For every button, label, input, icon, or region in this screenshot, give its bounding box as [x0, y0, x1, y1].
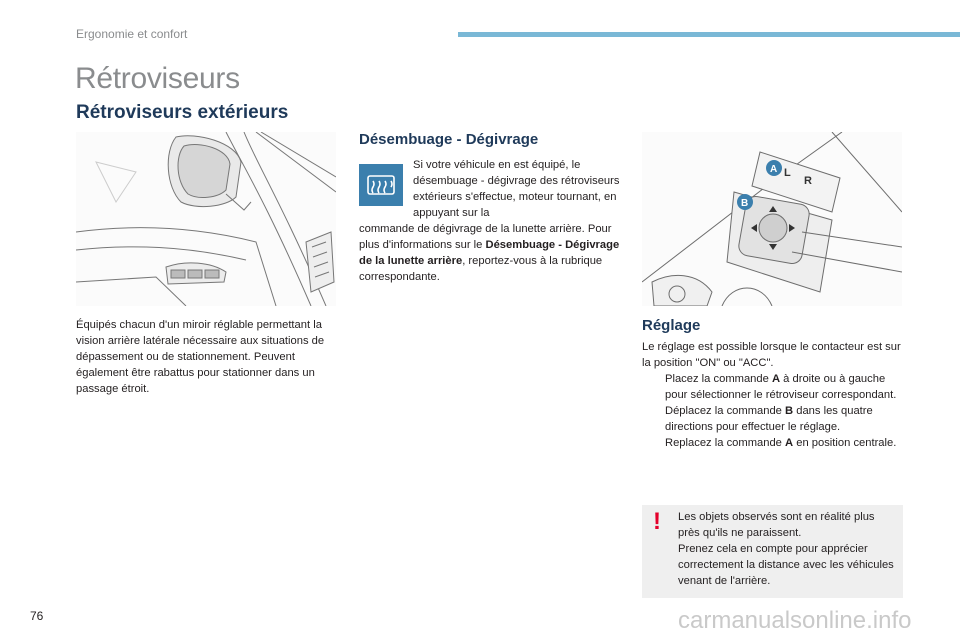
step-text: en position centrale.: [793, 437, 897, 449]
step-text: Déplacez la commande: [665, 405, 786, 417]
callout-a: A: [770, 164, 778, 175]
defrost-heading: Désembuage - Dégivrage: [359, 131, 539, 148]
warning-line-1: Les objets observés sont en réalité plus près qu'ils ne paraissent.: [678, 511, 875, 539]
callout-b: B: [741, 198, 749, 209]
mirror-illustration: [76, 132, 336, 306]
rear-defrost-icon: [359, 164, 403, 206]
adjustment-intro: Le réglage est possible lorsque le contacteur est sur la position "ON" ou "ACC".: [642, 341, 901, 369]
warning-line-2: Prenez cela en compte pour apprécier correctement la distance avec les véhicules venant de l'arrière.: [678, 543, 894, 587]
defrost-text-1: Si votre véhicule en est équipé, le désembuage - dégivrage des rétroviseurs extérieurs s'effectue, moteur tournant, en appuyant sur la: [413, 159, 620, 219]
watermark: carmanualsonline.info: [678, 607, 912, 634]
step-key: A: [785, 437, 794, 449]
step-text: dans les quatre directions pour effectuer le réglage.: [665, 405, 873, 433]
adjustment-step: [642, 371, 904, 403]
adjustment-text: [642, 339, 904, 451]
step-key: A: [771, 373, 781, 385]
control-label-l: L: [784, 167, 791, 179]
defrost-text-2: [359, 221, 621, 285]
warning-icon: !: [653, 508, 661, 535]
step-text: Placez la commande: [665, 373, 772, 385]
header-accent-bar: [458, 32, 960, 37]
adjustment-heading: Réglage: [642, 317, 701, 334]
step-text: à droite ou à gauche pour sélectionner le rétroviseur correspondant.: [665, 373, 897, 401]
defrost-text-2-start: commande de dégivrage de la lunette arrière. Pour plus d'informations sur le: [359, 223, 612, 251]
adjustment-step: [642, 403, 904, 435]
step-text: Replacez la commande: [665, 437, 786, 449]
section-subtitle: Rétroviseurs extérieurs: [76, 102, 289, 123]
adjustment-step: [642, 435, 904, 451]
step-key: B: [785, 405, 794, 417]
intro-paragraph: Équipés chacun d'un miroir réglable permettant la vision arrière latérale nécessaire aux situations de dépassement ou de stationnement. Peuvent également être rabattus pour stationner dans un passage étroit.: [76, 319, 325, 395]
control-label-r: R: [804, 175, 812, 187]
section-header: Ergonomie et confort: [76, 27, 188, 41]
mirror-control-illustration: [642, 132, 902, 306]
defrost-text-2-end: , reportez-vous à la rubrique correspondante.: [359, 255, 603, 283]
warning-note-text: [678, 509, 898, 589]
page-number: 76: [30, 609, 44, 623]
defrost-crossref: Désembuage - Dégivrage de la lunette arrière: [359, 239, 620, 267]
page-title: Rétroviseurs: [75, 62, 240, 95]
